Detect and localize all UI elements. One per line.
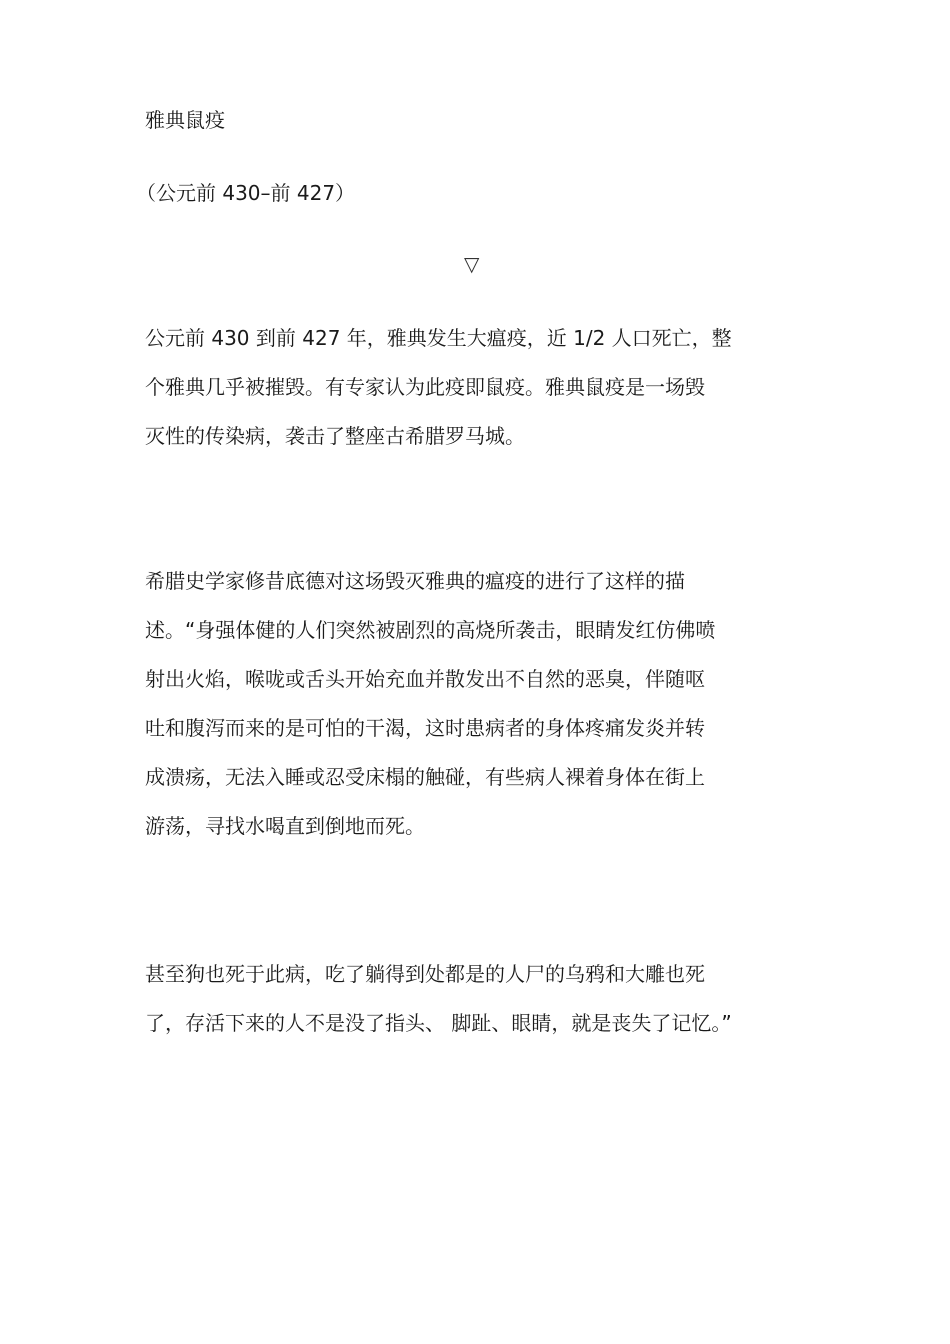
paragraph-line: 吐和腹泻而来的是可怕的干渴，这时患病者的身体疼痛发炎并转 (145, 716, 705, 740)
paragraph-line: 述。“身强体健的人们突然被剧烈的高烧所袭击，眼睛发红仿佛喷 (145, 618, 716, 642)
document-title: 雅典鼠疫 (145, 108, 225, 132)
paragraph-intro (145, 324, 815, 471)
paragraph-line: 射出火焰，喉咙或舌头开始充血并散发出不自然的恶臭，伴随呕 (145, 667, 705, 691)
paragraph-thucydides (145, 567, 815, 861)
paragraph-line: 成溃疡，无法入睡或忍受床榻的触碰，有些病人裸着身体在街上 (145, 765, 705, 789)
paragraph-line: 个雅典几乎被摧毁。有专家认为此疫即鼠疫。雅典鼠疫是一场毁 (145, 375, 705, 399)
paragraph-line: 了，存活下来的人不是没了指头、 脚趾、眼睛，就是丧失了记忆。” (145, 1011, 732, 1035)
paragraph-line: 希腊史学家修昔底德对这场毁灭雅典的瘟疫的进行了这样的描 (145, 569, 685, 593)
date-range: （公元前 430–前 427） (136, 181, 356, 205)
paragraph-line: 游荡，寻找水喝直到倒地而死。 (145, 814, 425, 838)
paragraph-line: 公元前 430 到前 427 年，雅典发生大瘟疫，近 1/2 人口死亡，整 (145, 326, 732, 350)
paragraph-aftermath (145, 960, 815, 1058)
paragraph-line: 甚至狗也死于此病，吃了躺得到处都是的人尸的乌鸦和大雕也死 (145, 962, 705, 986)
paragraph-line: 灭性的传染病，袭击了整座古希腊罗马城。 (145, 424, 525, 448)
triangle-down-icon: ▽ (464, 252, 480, 276)
